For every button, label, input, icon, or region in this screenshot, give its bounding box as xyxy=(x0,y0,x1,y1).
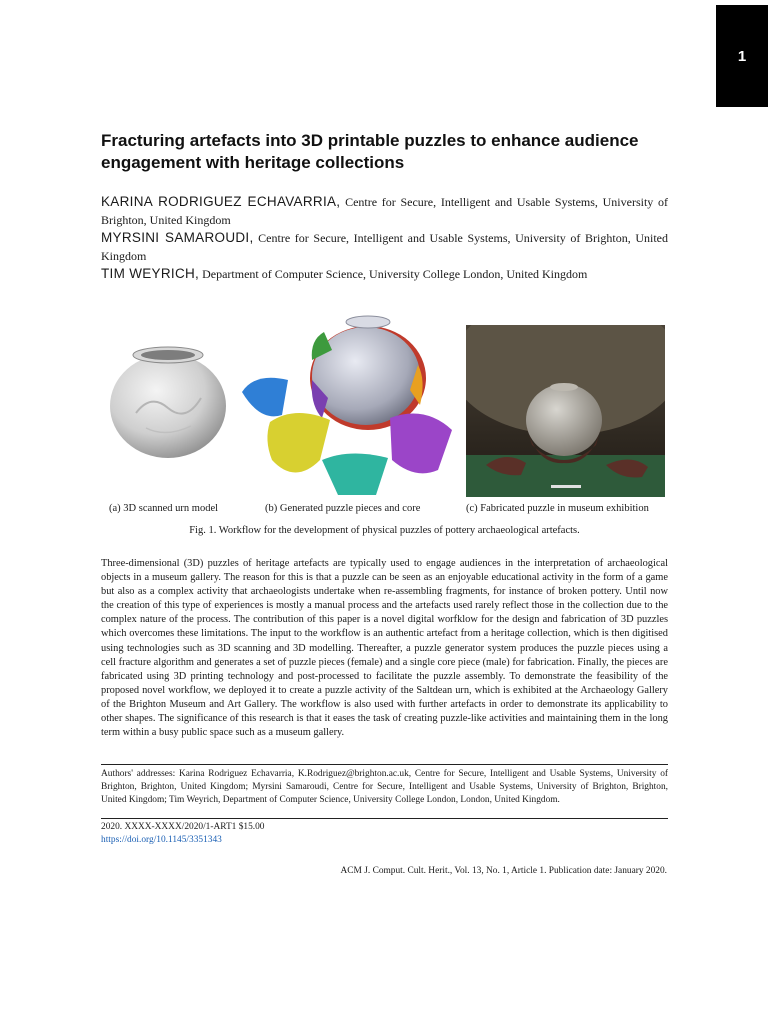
author-entry xyxy=(101,193,668,229)
subcaption-a: (a) 3D scanned urn model xyxy=(109,503,219,514)
figure-caption: Fig. 1. Workflow for the development of physical puzzles of pottery archaeological artefacts. xyxy=(189,525,580,536)
authors-addresses: Authors' addresses: Karina Rodriguez Echavarria, K.Rodriguez@brighton.ac.uk, Centre for Secure, Intelligent and Usable Systems, University of Brighton, Brighton, United Kingdom; Myrsini Samaroudi, Centre for Secure, Intelligent and Usable Systems, University of Brighton, Brighton, United Kingdom; Tim Weyrich, Department of Computer Science, University College London, London, United Kingdom. xyxy=(101,769,668,805)
page-number-tab xyxy=(716,5,768,107)
author-affiliation: Centre for Secure, Intelligent and Usable Systems, University of Brighton, United Kingdom xyxy=(101,195,669,227)
doi-link[interactable]: https://doi.org/10.1145/3351343 xyxy=(101,835,222,845)
museum-exhibition-photo xyxy=(466,325,665,497)
author-entry xyxy=(101,265,668,283)
subcaption-b: (b) Generated puzzle pieces and core xyxy=(265,503,421,514)
author-name: KARINA RODRIGUEZ ECHAVARRIA, xyxy=(101,194,341,209)
scanned-urn-image xyxy=(106,338,230,462)
author-name: TIM WEYRICH, xyxy=(101,266,200,281)
author-name: MYRSINI SAMAROUDI, xyxy=(101,230,254,245)
author-affiliation: Department of Computer Science, University College London, United Kingdom xyxy=(202,267,588,281)
subcaption-c: (c) Fabricated puzzle in museum exhibition xyxy=(466,503,649,514)
divider xyxy=(101,764,668,765)
copyright-line: 2020. XXXX-XXXX/2020/1-ART1 $15.00 xyxy=(101,822,265,832)
author-list xyxy=(101,193,668,283)
divider xyxy=(101,818,668,819)
page-number: 1 xyxy=(737,47,747,65)
paper-title: Fracturing artefacts into 3D printable puzzles to enhance audience engagement with heritage collections xyxy=(101,131,639,172)
puzzle-pieces-image xyxy=(240,310,458,498)
author-affiliation: Centre for Secure, Intelligent and Usable Systems, University of Brighton, United Kingdom xyxy=(101,231,668,263)
journal-footer: ACM J. Comput. Cult. Herit., Vol. 13, No. 1, Article 1. Publication date: January 2020. xyxy=(340,866,667,876)
author-entry xyxy=(101,229,668,265)
abstract: Three-dimensional (3D) puzzles of heritage artefacts are typically used to engage audiences in the interpretation of archaeological objects in a museum gallery. The reason for this is that a puzzle can be seen as an enjoyable educational activity in the form of a game but also as a complex activity that archaeologists undertake when re-assembling fragments, for instance of broken pottery. Until now the creation of this type of experiences is mostly a manual process and the artefacts used rarely reflect those in the collection due to the complex nature of the process. The contribution of this paper is a novel digital worfklow for the design and fabrication of 3D puzzles which overcomes these limitations. The input to the workflow is an authentic artefact from a heritage collection, which is then digitised using technologies such as 3D scanning and 3D modelling. Thereafter, a puzzle generator system produces the puzzle pieces using a cell fracture algorithm and generates a set of puzzle pieces (female) and a single core piece (male) for fabrication. Finally, the pieces are fabricated using 3D printing technology and post-processed to facilitate the puzzle assembly. To demonstrate the feasibility of the proposed novel workflow, we deployed it to create a puzzle activity of the Saltdean urn, which is exhibited at the Archaeology Gallery of the Brighton Museum and Art Gallery. The workflow is also used with further artefacts in order to demonstrate its applicability to other shapes. The significance of this research is that it eases the task of creating puzzle-like activities and maintaining them in the long term within a busy public space such as a museum gallery. xyxy=(101,558,668,739)
